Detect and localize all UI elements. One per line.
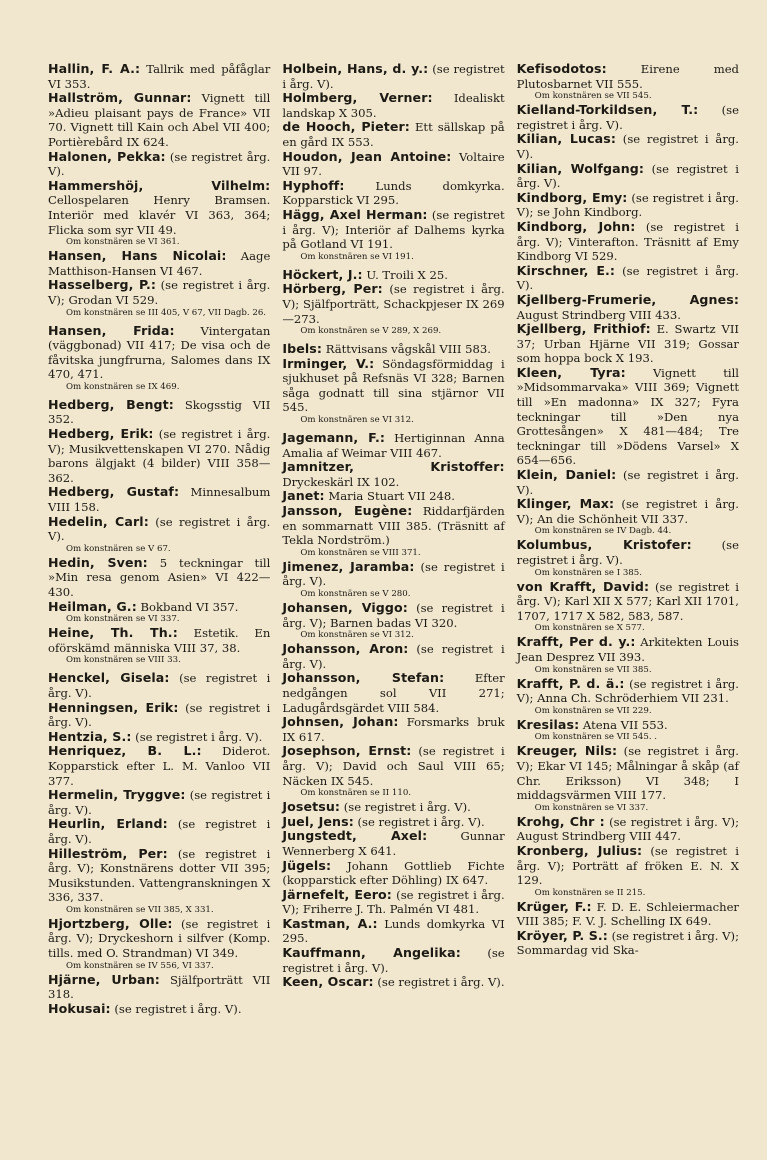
- register-entry: [517, 162, 739, 191]
- register-entry: [282, 268, 504, 283]
- entry-text: (se registret i årg. V).: [377, 975, 505, 990]
- register-entry: [48, 744, 270, 788]
- entry-text: (se registret årg. V).: [48, 149, 271, 179]
- register-entry: [48, 324, 270, 393]
- artist-name: Hägg, Axel Herman:: [282, 206, 428, 222]
- entry-text: (se registret i årg. V); Konstnärens dotter VII 395; Musikstunden. Vattengranskningen X 336, 337.: [48, 846, 271, 905]
- artist-name: Hokusai:: [48, 1000, 111, 1016]
- artist-name: Kindborg, Emy:: [516, 189, 628, 205]
- entry-text: (se registret i årg. V).: [516, 161, 739, 191]
- artist-name: Kirschner, E.:: [516, 262, 616, 278]
- register-entry: [48, 150, 270, 179]
- artist-name: Heilman, G.:: [48, 598, 137, 614]
- register-entry: [48, 249, 270, 278]
- artist-name: Johansson, Aron:: [282, 641, 409, 657]
- artist-name: Kronberg, Julius:: [516, 842, 643, 858]
- entry-text: Hertiginnan Anna Amalia af Weimar VIII 467.: [282, 431, 505, 460]
- entry-text: U. Troili X 25.: [366, 267, 448, 282]
- register-entry: [48, 179, 270, 248]
- artist-name: Jimenez, Jaramba:: [282, 558, 415, 574]
- entry-text: Vintergatan (väggbonad) VII 417; De visa och de fåvitska jungfrurna, Salomes dans IX 470, 471.: [48, 323, 271, 382]
- register-entry: [517, 929, 739, 958]
- artist-name: Keen, Oscar:: [282, 974, 374, 990]
- entry-text: Voltaire VII 97.: [282, 149, 505, 179]
- register-entry: [48, 515, 270, 555]
- artist-name: von Krafft, David:: [516, 578, 650, 594]
- register-entry: [517, 900, 739, 929]
- artist-name: Kjellberg-Frumerie, Agnes:: [516, 291, 739, 307]
- entry-text: (se registret i årg. V); Grodan VI 529.: [48, 278, 271, 307]
- column-3: [517, 62, 739, 1160]
- artist-name: Hansen, Hans Nicolai:: [48, 248, 227, 264]
- artist-name: Kefisodotos:: [516, 61, 607, 76]
- register-entry: [282, 744, 504, 799]
- register-entry: [517, 293, 739, 322]
- register-entry: [517, 815, 739, 844]
- entry-text: (se registret i årg. V); Vinterafton. Träsnitt af Emy Kindborg VI 529.: [516, 219, 739, 264]
- register-entry: [282, 715, 504, 744]
- entry-text: (se registret i årg. V); Ekar VI 145; Målningar å skåp (af Chr. Eriksson) VI 348; I middagsvärmen VIII 177.: [516, 744, 739, 803]
- register-entry: [282, 91, 504, 120]
- entry-text: (se registret i årg. V).: [516, 132, 739, 161]
- entry-text: Cellospelaren Henry Bramsen. Interiör med klavér VI 363, 364; Flicka som syr VII 49.: [48, 193, 271, 237]
- register-entry: [48, 917, 270, 972]
- register-entry: [282, 504, 504, 559]
- entry-text: (se registret i årg. V); David och Saul VIII 65; Näcken IX 545.: [282, 744, 505, 788]
- register-entry: [517, 322, 739, 366]
- entry-text: (se registret i årg. V); Själfporträtt, Schackpjeser IX 269—273.: [282, 282, 505, 326]
- entry-text: (se registret i årg. V); Barnen badas VI 320.: [282, 601, 505, 630]
- register-entry: [282, 62, 504, 91]
- artist-name: Hörberg, Per:: [282, 281, 383, 297]
- register-entry: [282, 357, 504, 426]
- entry-text: (se registret i årg. V).: [48, 514, 271, 544]
- entry-text: (se registret i årg. V).: [282, 62, 505, 91]
- entry-text: Maria Stuart VII 248.: [328, 489, 455, 504]
- entry-text: (se registret i årg. V).: [343, 800, 471, 815]
- entry-text: (se registret i årg. V); Friherre J. Th. Palmén VI 481.: [282, 887, 505, 917]
- register-entry: [48, 485, 270, 514]
- register-entry: [48, 278, 270, 318]
- entry-text: Lunds domkyrka VI 295.: [282, 916, 505, 946]
- artist-name: Kjellberg, Frithiof:: [516, 321, 651, 337]
- artist-name: Heine, Th. Th.:: [48, 625, 178, 641]
- artist-name: Jügels:: [282, 857, 332, 873]
- artist-note: Om konstnären se VII 545. .: [534, 732, 658, 743]
- register-entry: [282, 342, 504, 357]
- entry-text: (se registret i årg. V); An die Schönheit VII 337.: [516, 497, 739, 526]
- register-entry: [48, 556, 270, 600]
- artist-name: Johansson, Stefan:: [282, 670, 445, 686]
- artist-name: Hilleström, Per:: [48, 845, 168, 861]
- entry-text: Eirene med Plutosbarnet VII 555.: [516, 62, 739, 91]
- artist-note: Om konstnären se VI 191.: [300, 251, 414, 262]
- register-entry: [517, 538, 739, 578]
- artist-name: Heurlin, Erland:: [48, 816, 168, 832]
- register-entry: [282, 460, 504, 489]
- entry-text: (se registret i årg. V); se John Kindborg.: [516, 190, 739, 220]
- entry-text: (se registret i årg. V).: [516, 263, 739, 293]
- artist-name: Kilian, Lucas:: [516, 131, 616, 147]
- entry-text: Tallrik med påfåglar VI 353.: [48, 62, 271, 91]
- artist-name: Kolumbus, Kristofer:: [516, 537, 692, 553]
- register-entry: [282, 946, 504, 975]
- register-entry: [48, 1002, 270, 1017]
- entry-text: (se registret i årg. V).: [114, 1001, 242, 1016]
- entry-text: E. Swartz VII 37; Urban Hjärne VII 319; Gossar som hoppa bock X 193.: [516, 322, 739, 366]
- register-entry: [48, 91, 270, 149]
- entry-text: Själfporträtt VII 318.: [48, 972, 271, 1002]
- artist-name: Hjortzberg, Olle:: [48, 915, 173, 931]
- artist-name: Kielland-Torkildsen, T.:: [516, 102, 699, 118]
- register-entry: [517, 468, 739, 497]
- register-entry: [48, 626, 270, 666]
- artist-name: Holmberg, Verner:: [282, 90, 433, 106]
- entry-text: (se registret i årg. V).: [516, 538, 739, 567]
- artist-name: Hedberg, Gustaf:: [48, 484, 180, 500]
- register-entry: [282, 975, 504, 990]
- artist-note: Om konstnären se VII 229.: [534, 705, 652, 716]
- artist-note: Om konstnären se IV Dagb. 44.: [534, 526, 672, 537]
- entry-text: (se registret i årg. V); August Strindberg VIII 447.: [516, 814, 739, 844]
- entry-text: (se registret i årg. V).: [48, 671, 271, 700]
- artist-name: Höckert, J.:: [282, 266, 363, 282]
- artist-note: Om konstnären se VI 312.: [300, 630, 414, 641]
- entry-text: (se registret i årg. V).: [282, 559, 505, 589]
- entry-text: August Strindberg VIII 433.: [516, 307, 681, 322]
- entry-text: Idealiskt landskap X 305.: [282, 91, 505, 120]
- register-entry: [282, 150, 504, 179]
- artist-name: Krafft, P. d. ä.:: [516, 675, 625, 691]
- register-entry: [282, 888, 504, 917]
- register-entry: [282, 489, 504, 504]
- artist-name: Halonen, Pekka:: [48, 148, 166, 164]
- entry-text: (se registret i årg. V).: [282, 946, 505, 975]
- artist-name: Hedberg, Bengt:: [48, 396, 174, 412]
- entry-text: Forsmarks bruk IX 617.: [282, 715, 505, 744]
- artist-name: Johnsen, Johan:: [282, 714, 399, 730]
- artist-name: Kreuger, Nils:: [516, 743, 618, 759]
- artist-name: Jungstedt, Axel:: [282, 828, 428, 844]
- register-entry: [48, 730, 270, 745]
- register-entry: [48, 600, 270, 626]
- register-entry: [517, 264, 739, 293]
- register-entry: [517, 718, 739, 744]
- artist-name: Hedelin, Carl:: [48, 513, 149, 529]
- artist-note: Om konstnären se VIII 33.: [66, 655, 181, 666]
- register-entry: [282, 642, 504, 671]
- entry-text: Vignett till »Adieu plaisant pays de France» VII 70. Vignett till Kain och Abel VII 400; Portièrebård IX 624.: [48, 91, 271, 149]
- artist-name: Josetsu:: [282, 799, 341, 815]
- artist-name: Juel, Jens:: [282, 813, 354, 829]
- artist-note: Om konstnären se V 289, X 269.: [300, 326, 442, 337]
- register-entry: [517, 103, 739, 132]
- entry-text: (se registret i årg. V).: [135, 729, 263, 744]
- artist-note: Om konstnären se VI 361.: [66, 237, 180, 248]
- column-1: [48, 62, 270, 1160]
- artist-name: Josephson, Ernst:: [282, 743, 412, 759]
- register-entry: [282, 601, 504, 641]
- artist-name: Kresilas:: [516, 716, 580, 732]
- register-entry: [517, 580, 739, 635]
- entry-text: Atena VII 553.: [582, 717, 668, 732]
- register-entry: [517, 744, 739, 813]
- artist-note: Om konstnären se VII 545.: [534, 91, 652, 102]
- entry-text: F. D. E. Schleiermacher VIII 385; F. V. J. Schelling IX 649.: [516, 899, 739, 929]
- register-entry: [282, 120, 504, 149]
- register-entry: [48, 973, 270, 1002]
- register-entry: [282, 560, 504, 600]
- register-entry: [517, 191, 739, 220]
- entry-text: Dryckeskärl IX 102.: [282, 474, 400, 489]
- artist-name: Järnefelt, Eero:: [282, 886, 392, 902]
- entry-text: (se registret i årg. V).: [48, 788, 271, 817]
- register-entry: [282, 671, 504, 715]
- artist-note: Om konstnären se II 215.: [534, 887, 646, 898]
- entry-text: Johann Gottlieb Fichte (kopparstick efter Döhling) IX 647.: [282, 858, 505, 888]
- register-entry: [517, 677, 739, 717]
- artist-name: Ibels:: [282, 341, 323, 357]
- artist-name: Hansen, Frida:: [48, 322, 175, 338]
- entry-text: (se registret i årg. V); Porträtt af fröken E. N. X 129.: [516, 843, 739, 888]
- entry-text: Aage Matthison-Hansen VI 467.: [48, 249, 271, 278]
- artist-name: Henckel, Gisela:: [48, 670, 170, 686]
- entry-text: Bokband VI 357.: [140, 599, 239, 614]
- entry-text: (se registret i årg. V).: [282, 642, 505, 671]
- entry-text: (se registret i årg. V); Sommardag vid Ska-: [516, 928, 739, 958]
- artist-name: Hjärne, Urban:: [48, 971, 160, 987]
- entry-text: (se registret i årg. V); Karl XII X 577; Karl XII 1701, 1707, 1717 X 582, 583, 587.: [516, 579, 739, 623]
- artist-name: Houdon, Jean Antoine:: [282, 148, 452, 164]
- register-entry: [517, 132, 739, 161]
- entry-text: Diderot. Kopparstick efter L. M. Vanloo VII 377.: [48, 744, 271, 788]
- register-entry: [282, 800, 504, 815]
- entry-text: Efter nedgången sol VII 271; Ladugårdsgärdet VIII 584.: [282, 671, 505, 715]
- entry-text: Lunds domkyrka. Kopparstick VI 295.: [282, 178, 505, 208]
- artist-name: Kastman, A.:: [282, 915, 378, 931]
- register-entry: [282, 815, 504, 830]
- register-entry: [282, 829, 504, 858]
- artist-name: Hallin, F. A.:: [48, 61, 141, 76]
- register-entry: [48, 788, 270, 817]
- artist-name: Hasselberg, P.:: [48, 277, 157, 293]
- artist-name: Janet:: [282, 488, 325, 504]
- artist-name: de Hooch, Pieter:: [282, 119, 410, 135]
- artist-name: Hermelin, Tryggve:: [48, 787, 186, 803]
- artist-note: Om konstnären se VIII 371.: [300, 547, 421, 558]
- artist-name: Hentzia, S.:: [48, 728, 132, 744]
- entry-text: Arkitekten Louis Jean Desprez VII 393.: [516, 635, 739, 664]
- artist-note: Om konstnären se V 280.: [300, 589, 411, 599]
- artist-name: Jamnitzer, Kristoffer:: [282, 459, 505, 475]
- artist-note: Om konstnären se III 405, V 67, VII Dagb. 26.: [66, 307, 267, 318]
- artist-name: Krohg, Chr :: [516, 813, 605, 829]
- register-entry: [517, 844, 739, 899]
- artist-name: Kauffmann, Angelika:: [282, 945, 461, 961]
- entry-text: Vignett till »Midsommarvaka» VIII 369; Vignett till »En madonna» IX 327; Fyra teckningar till »Den nya Grottesången» X 481—484; Tre teckningar till »Dödens Varsel» X 654—656.: [516, 365, 739, 468]
- register-entry: [48, 671, 270, 700]
- artist-note: Om konstnären se V 67.: [66, 543, 171, 554]
- entry-text: (se registret i årg. V).: [357, 814, 485, 829]
- artist-note: Om konstnären se IX 469.: [66, 381, 180, 392]
- register-entry: [48, 398, 270, 427]
- artist-name: Hedin, Sven:: [48, 554, 148, 570]
- artist-note: Om konstnären se II 110.: [300, 788, 412, 799]
- register-entry: [517, 62, 739, 102]
- artist-note: Om konstnären se X 577.: [534, 623, 645, 634]
- artist-note: Om konstnären se VI 337.: [534, 802, 649, 813]
- register-entry: [517, 635, 739, 675]
- entry-text: (se registret i årg. V); Interiör af Dalhems kyrka på Gotland VI 191.: [282, 207, 505, 252]
- entry-text: (se registret i årg. V); Anna Ch. Schröderhiem VII 231.: [516, 676, 739, 706]
- entry-text: Riddarfjärden en sommarnatt VIII 385. (Träsnitt af Tekla Nordström.): [282, 504, 505, 548]
- artist-note: Om konstnären se I 385.: [534, 567, 642, 578]
- entry-text: (se registret i årg. V).: [516, 468, 739, 497]
- register-entry: [48, 62, 270, 91]
- register-entry: [48, 701, 270, 730]
- register-entry: [48, 427, 270, 485]
- artist-name: Holbein, Hans, d. y.:: [282, 61, 429, 76]
- artist-name: Hyphoff:: [282, 177, 345, 193]
- artist-name: Klinger, Max:: [516, 496, 615, 512]
- register-entry: [282, 282, 504, 337]
- entry-text: 5 teckningar till »Min resa genom Asien» VI 422—430.: [48, 555, 271, 599]
- artist-name: Jagemann, F.:: [282, 430, 386, 446]
- register-entry: [282, 917, 504, 946]
- register-entry: [282, 208, 504, 263]
- entry-text: Minnesalbum VIII 158.: [48, 485, 271, 515]
- artist-name: Jansson, Eugène:: [282, 503, 413, 519]
- artist-name: Henriquez, B. L.:: [48, 743, 202, 759]
- register-entry: [517, 497, 739, 537]
- register-entry: [282, 431, 504, 460]
- entry-text: (se registret i årg. V).: [48, 817, 271, 846]
- artist-name: Johansen, Viggo:: [282, 600, 408, 615]
- artist-note: Om konstnären se IV 556, VI 337.: [66, 960, 214, 971]
- entry-text: Estetik. En oförskämd människa VIII 37, 38.: [48, 626, 271, 655]
- artist-name: Hammershöj, Vilhelm:: [48, 177, 271, 193]
- register-entry: [48, 847, 270, 916]
- artist-note: Om konstnären se VI 337.: [66, 614, 180, 625]
- artist-note: Om konstnären se VI 312.: [300, 415, 414, 426]
- entry-text: Ett sällskap på en gård IX 553.: [282, 120, 505, 149]
- register-entry: [282, 859, 504, 888]
- artist-name: Hedberg, Erik:: [48, 426, 154, 442]
- artist-name: Krafft, Per d. y.:: [516, 634, 636, 650]
- register-entry: [282, 179, 504, 208]
- artist-note: Om konstnären se VII 385, X 331.: [66, 904, 214, 915]
- artist-name: Henningsen, Erik:: [48, 699, 179, 715]
- entry-text: Rättvisans vågskål VIII 583.: [325, 342, 491, 357]
- register-entry: [517, 366, 739, 468]
- register-entry: [517, 220, 739, 264]
- artist-name: Kilian, Wolfgang:: [516, 160, 645, 176]
- column-2: [282, 62, 504, 1160]
- artist-name: Klein, Daniel:: [516, 467, 617, 483]
- artist-name: Irminger, V.:: [282, 355, 375, 371]
- entry-text: (se registret i årg. V).: [48, 700, 271, 730]
- artist-name: Kleen, Tyra:: [516, 364, 626, 380]
- entry-text: Söndagsförmiddag i sjukhuset på Refsnäs VI 328; Barnen såga godnatt till sina stjärnor VII 545.: [282, 356, 505, 415]
- entry-text: (se registret i årg. V); Dryckeshorn i silfver (Komp. tills. med O. Strandman) VI 349.: [48, 916, 271, 961]
- artist-name: Kindborg, John:: [516, 218, 636, 234]
- entry-text: Skogsstig VII 352.: [48, 397, 271, 427]
- artist-name: Hallström, Gunnar:: [48, 90, 192, 106]
- artist-name: Kröyer, P. S.:: [516, 927, 608, 943]
- register-entry: [48, 817, 270, 846]
- entry-text: Gunnar Wennerberg X 641.: [282, 829, 505, 858]
- entry-text: (se registret i årg. V).: [516, 103, 739, 132]
- artist-name: Krüger, F.:: [516, 898, 592, 914]
- entry-text: (se registret i årg. V); Musikvettenskapen VI 270. Nådig barons älgjakt (4 bilder) VIII 358—362.: [48, 427, 271, 485]
- artist-note: Om konstnären se VII 385.: [534, 664, 652, 675]
